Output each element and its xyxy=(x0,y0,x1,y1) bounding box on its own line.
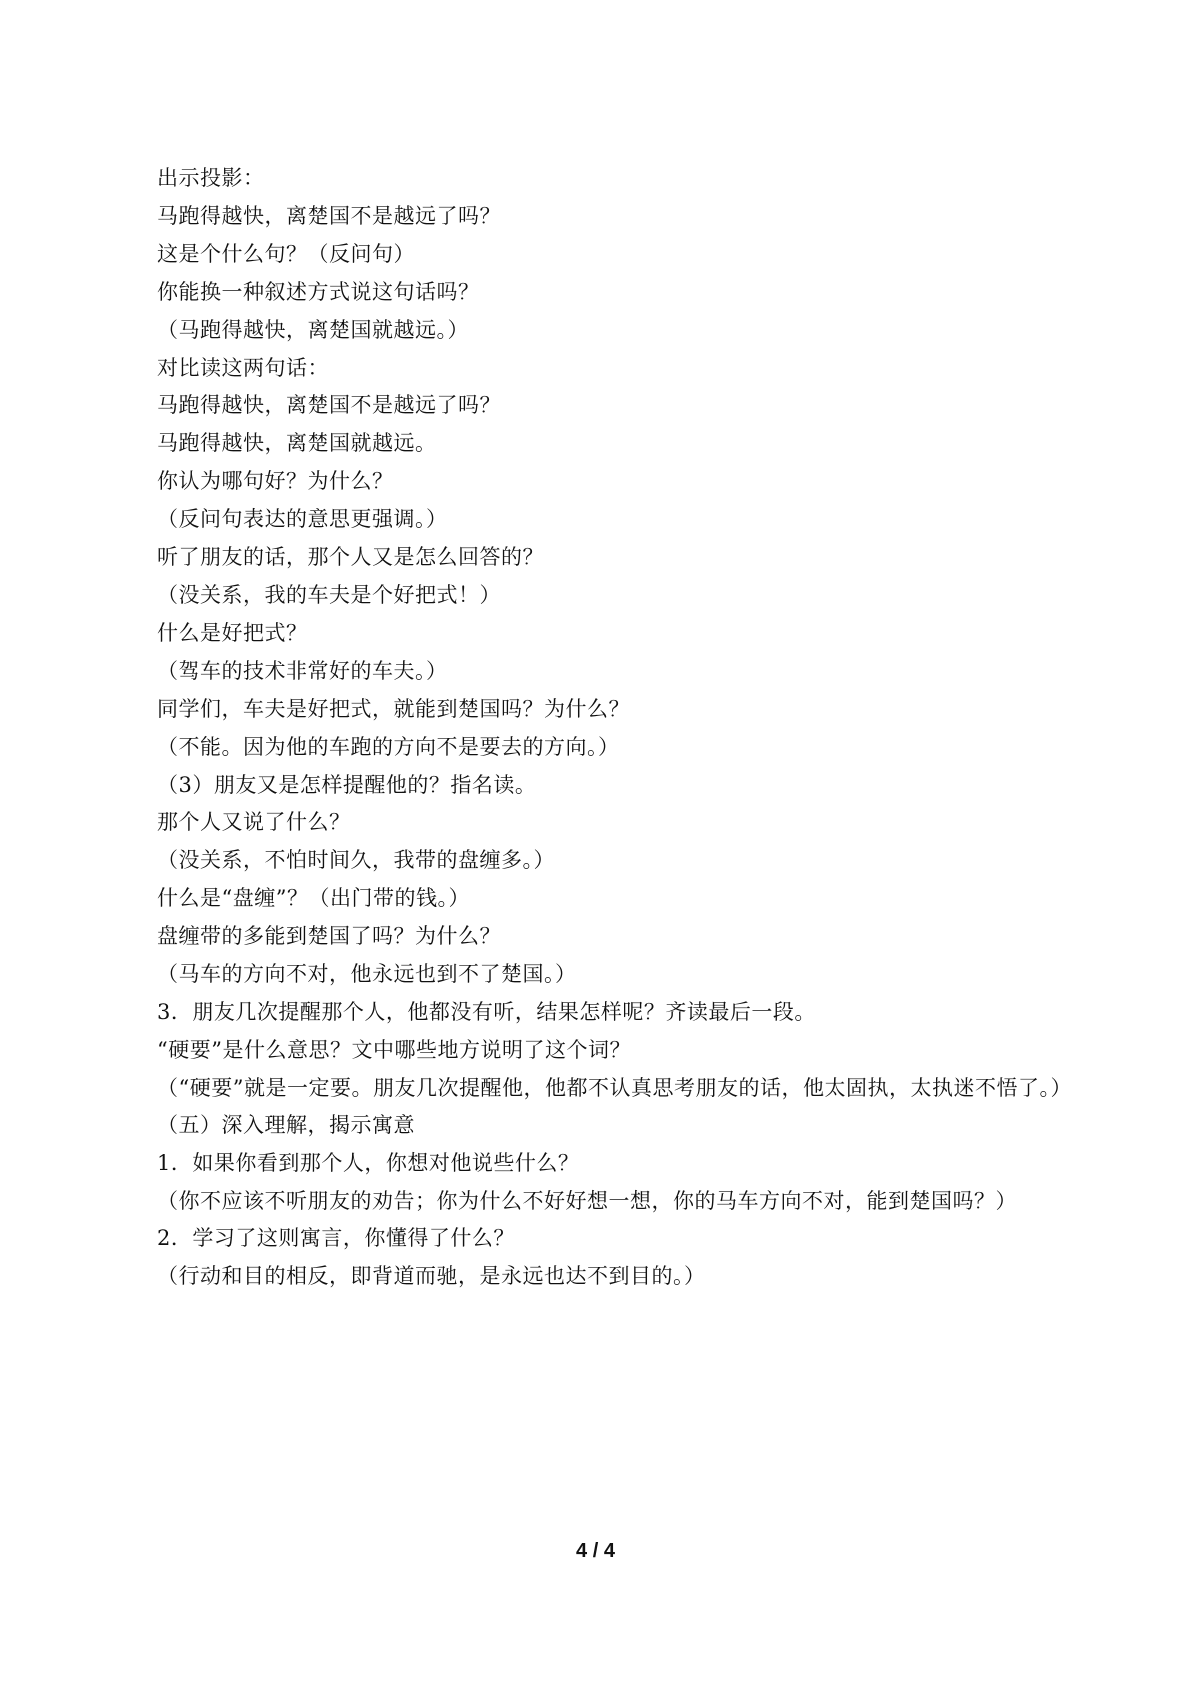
paragraph-line: （3）朋友又是怎样提醒他的？指名读。 xyxy=(157,772,537,797)
paragraph-line: （没关系，不怕时间久，我带的盘缠多。） xyxy=(157,848,555,873)
paragraph-line: （不能。因为他的车跑的方向不是要去的方向。） xyxy=(157,734,620,759)
paragraph-line: 3．朋友几次提醒那个人，他都没有听，结果怎样呢？齐读最后一段。 xyxy=(157,999,816,1024)
paragraph-line: 马跑得越快，离楚国就越远。 xyxy=(157,431,437,456)
paragraph-line: 盘缠带的多能到楚国了吗？为什么？ xyxy=(157,924,501,949)
paragraph-line: 对比读这两句话： xyxy=(157,355,329,380)
paragraph-line: 那个人又说了什么？ xyxy=(157,810,351,835)
paragraph-line: 2．学习了这则寓言，你懂得了什么？ xyxy=(157,1226,515,1251)
paragraph-line: 你认为哪句好？为什么？ xyxy=(157,469,394,494)
paragraph-line: 马跑得越快，离楚国不是越远了吗？ xyxy=(157,203,501,228)
document-body xyxy=(93,160,1088,1296)
page-number: 4 / 4 xyxy=(576,1540,615,1562)
section-heading: （五）深入理解，揭示寓意 xyxy=(157,1113,415,1138)
paragraph-line: 听了朋友的话，那个人又是怎么回答的？ xyxy=(157,545,544,570)
paragraph-line: 出示投影： xyxy=(157,166,265,190)
paragraph-line: （马跑得越快，离楚国就越远。） xyxy=(157,317,469,342)
paragraph-line: 同学们，车夫是好把式，就能到楚国吗？为什么？ xyxy=(157,696,630,721)
paragraph-line: 你能换一种叙述方式说这句话吗？ xyxy=(157,279,480,304)
paragraph-line: 马跑得越快，离楚国不是越远了吗？ xyxy=(157,393,501,418)
paragraph-line: （反问句表达的意思更强调。） xyxy=(157,507,448,532)
paragraph-line: （马车的方向不对，他永远也到不了楚国。） xyxy=(157,962,577,987)
paragraph-line: 1．如果你看到那个人，你想对他说些什么？ xyxy=(157,1151,580,1176)
paragraph-line: 这是个什么句？（反问句） xyxy=(157,241,415,266)
paragraph-line: 什么是好把式？ xyxy=(157,620,308,645)
paragraph-line: “硬要”是什么意思？文中哪些地方说明了这个词？ xyxy=(157,1037,631,1062)
paragraph-line: （没关系，我的车夫是个好把式！） xyxy=(157,582,501,607)
paragraph-wrapped: （你不应该不听朋友的劝告；你为什么不好好想一想，你的马车方向不对，能到楚国吗？） xyxy=(157,1188,1017,1213)
paragraph-line: 什么是“盘缠”？（出门带的钱。） xyxy=(157,886,470,911)
paragraph-line: （行动和目的相反，即背道而驰，是永远也达不到目的。） xyxy=(157,1264,706,1289)
paragraph-wrapped: （“硬要”就是一定要。朋友几次提醒他，他都不认真思考朋友的话，他太固执，太执迷不悟了。） xyxy=(157,1075,1072,1100)
paragraph-line: （驾车的技术非常好的车夫。） xyxy=(157,658,448,683)
